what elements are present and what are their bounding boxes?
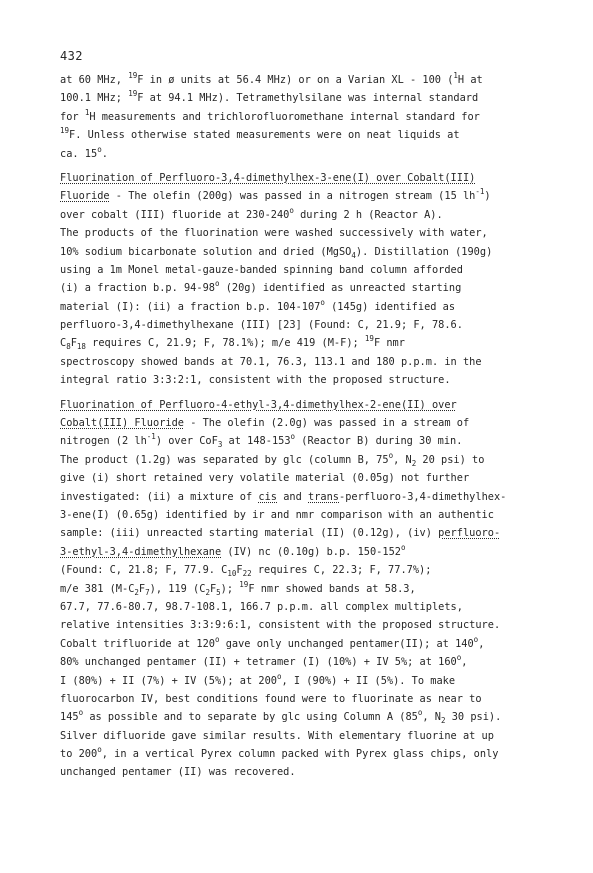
text-run: over cobalt (III) fluoride at 230-240	[60, 208, 290, 221]
text-line	[60, 145, 560, 163]
text-line	[60, 206, 560, 224]
text-line	[60, 316, 560, 334]
text-line	[60, 488, 560, 506]
text-line	[60, 432, 560, 450]
text-run: spectroscopy showed bands at 70.1, 76.3, 113.1 and 180 p.p.m. in the	[60, 355, 482, 368]
text-run: material (I): (ii) a fraction b.p. 104-107	[60, 300, 321, 313]
text-line	[60, 243, 560, 261]
text-run: integral ratio 3:3:2:1, consistent with the proposed structure.	[60, 374, 451, 387]
text-run: gave only unchanged pentamer(II); at 140	[219, 637, 474, 650]
page-number: 432	[60, 49, 83, 63]
text-run: ), 119 (C	[149, 582, 206, 595]
text-run: unchanged pentamer (II) was recovered.	[60, 766, 296, 779]
superscript: o	[214, 634, 220, 644]
subscript: 2	[441, 716, 446, 726]
superscript: o	[78, 708, 84, 718]
subscript: 18	[76, 342, 86, 352]
text-run: ,	[461, 656, 468, 669]
text-line	[60, 298, 560, 316]
text-line	[60, 169, 560, 187]
text-run: 20 psi) to	[416, 453, 485, 466]
superscript: o	[473, 634, 479, 644]
text-run: relative intensities 3:3:9:6:1, consistent with the proposed structure.	[60, 619, 501, 632]
superscript: 19	[239, 579, 249, 589]
text-line	[60, 396, 560, 414]
text-line	[60, 371, 560, 389]
text-run: F nmr showed bands at 58.3,	[248, 582, 416, 595]
text-run: F	[209, 582, 217, 595]
text-run: H at	[457, 74, 483, 86]
superscript: 19	[60, 126, 70, 136]
text-run: as possible and to separate by glc using Column A (85	[83, 711, 418, 724]
superscript: o	[290, 432, 296, 442]
text-line	[60, 598, 560, 616]
text-run: .	[101, 147, 108, 160]
text-run: nitrogen (2 lh	[60, 435, 147, 448]
superscript: o	[400, 542, 406, 552]
text-run: requires C, 22.3; F, 77.7%);	[251, 564, 432, 577]
text-run: 67.7, 77.6-80.7, 98.7-108.1, 166.7 p.p.m. all complex multiplets,	[60, 600, 463, 613]
text-run: (i) a fraction b.p. 94-98	[60, 282, 215, 295]
text-run: using a 1m Monel metal-gauze-banded spinning band column afforded	[60, 263, 463, 276]
paragraph	[60, 169, 560, 390]
superscript: 1	[84, 107, 90, 117]
superscript: o	[276, 671, 282, 681]
superscript: 19	[364, 334, 374, 344]
text-line	[60, 279, 560, 297]
text-run: for	[60, 110, 85, 123]
text-line	[60, 506, 560, 524]
text-run: 145	[60, 711, 79, 724]
text-run: 100.1 MHz;	[60, 92, 129, 105]
text-run: The product (1.2g) was separated by glc (column B, 75	[60, 453, 389, 466]
text-line	[60, 261, 560, 279]
subscript: 22	[242, 569, 252, 579]
underlined-text: cis	[258, 490, 277, 503]
text-line	[60, 653, 560, 671]
text-run: (Found: C, 21.8; F, 77.9. C	[60, 564, 228, 577]
text-run: );	[220, 582, 240, 595]
text-line	[60, 334, 560, 352]
text-run: - The olefin (200g) was passed in a nitrogen stream (15 lh	[109, 190, 476, 203]
text-line	[60, 635, 560, 653]
underlined-text: 3-ethyl-3,4-dimethylhexane	[60, 545, 222, 558]
text-run: and	[277, 490, 308, 503]
text-line	[60, 763, 560, 781]
text-line	[60, 745, 560, 763]
text-line	[60, 71, 560, 89]
text-run: requires C, 21.9; F, 78.1%); m/e 419 (M-F);	[85, 337, 365, 350]
text-run: ). Distillation (190g)	[355, 245, 493, 258]
superscript: o	[97, 144, 102, 154]
superscript: o	[320, 297, 325, 307]
text-run: C	[60, 337, 67, 350]
text-line	[60, 524, 560, 542]
underlined-text: Cobalt(III) Fluoride	[60, 417, 184, 430]
subscript: 7	[145, 587, 150, 597]
subscript: 2	[134, 587, 139, 597]
text-line	[60, 224, 560, 242]
superscript: 19	[128, 89, 138, 99]
text-line	[60, 727, 560, 745]
text-run: (20g) identified as unreacted starting	[219, 282, 462, 295]
text-run: )	[484, 190, 491, 203]
text-run: The products of the fluorination were washed successively with water,	[60, 227, 488, 240]
text-run: give (i) short retained very volatile material (0.05g) not further	[60, 472, 470, 485]
paragraph	[60, 71, 560, 163]
underlined-text: Fluorination of Perfluoro-3,4-dimethylhex-3-ene(I) over Cobalt(III)	[60, 171, 476, 184]
text-run: F at 94.1 MHz). Tetramethylsilane was internal standard	[137, 92, 479, 105]
text-run: 30 psi).	[445, 711, 502, 724]
underlined-text: Fluorination of Perfluoro-4-ethyl-3,4-dimethylhex-2-ene(II) over	[60, 398, 457, 411]
text-line	[60, 561, 560, 579]
text-run: , in a vertical Pyrex column packed with Pyrex glass chips, only	[101, 748, 499, 761]
text-line	[60, 469, 560, 487]
text-line	[60, 414, 560, 432]
text-run: I (80%) + II (7%) + IV (5%); at 200	[60, 674, 277, 687]
text-run: 10% sodium bicarbonate solution and dried (MgSO	[60, 245, 352, 258]
text-run: -perfluoro-3,4-dimethylhex-	[339, 490, 507, 503]
superscript: 19	[128, 71, 138, 80]
text-run: at 60 MHz,	[60, 74, 129, 86]
subscript: 8	[66, 342, 71, 352]
text-run: ca. 15	[60, 147, 98, 160]
text-line	[60, 353, 560, 371]
subscript: 5	[216, 587, 221, 597]
underlined-text: perfluoro-	[438, 527, 501, 540]
text-run: F	[70, 337, 77, 350]
text-line	[60, 108, 560, 126]
text-run: ) over CoF	[155, 435, 218, 448]
underlined-text: Fluoride	[60, 190, 110, 203]
subscript: 4	[351, 250, 356, 260]
article-body	[60, 71, 560, 782]
superscript: -1	[475, 187, 485, 197]
text-run: investigated: (ii) a mixture of	[60, 490, 259, 503]
text-run: (Reactor B) during 30 min.	[295, 435, 463, 448]
text-run: F. Unless otherwise stated measurements were on neat liquids at	[69, 129, 460, 142]
text-run: fluorocarbon IV, best conditions found were to fluorinate as near to	[60, 692, 482, 705]
text-run: ,	[478, 637, 485, 650]
text-run: H measurements and trichlorofluoromethane internal standard for	[89, 110, 480, 123]
text-line	[60, 616, 560, 634]
subscript: 3	[217, 440, 223, 450]
text-line	[60, 187, 560, 205]
text-line	[60, 708, 560, 726]
text-run: during 2 h (Reactor A).	[293, 208, 443, 221]
superscript: o	[456, 653, 462, 663]
superscript: o	[289, 205, 294, 215]
text-run: m/e 381 (M-C	[60, 582, 135, 595]
superscript: o	[214, 279, 220, 289]
superscript: o	[97, 745, 102, 755]
text-run: Cobalt trifluoride at 120	[60, 637, 215, 650]
superscript: 1	[453, 71, 458, 80]
text-run: , N	[393, 453, 412, 466]
text-run: perfluoro-3,4-dimethylhexane (III) [23] (Found: C, 21.9; F, 78.6.	[60, 319, 463, 332]
text-line	[60, 580, 560, 598]
superscript: o	[388, 450, 394, 460]
text-run: at 148-153	[222, 435, 291, 448]
text-run: F nmr	[373, 337, 405, 350]
text-run: (145g) identified as	[324, 300, 456, 313]
text-run: to 200	[60, 748, 98, 761]
text-run: 80% unchanged pentamer (II) + tetramer (I) (10%) + IV 5%; at 160	[60, 656, 457, 669]
text-run: , I (90%) + II (5%). To make	[281, 674, 456, 687]
superscript: o	[417, 708, 423, 718]
text-run: Silver difluoride gave similar results. With elementary fluorine at up	[60, 729, 494, 742]
text-line	[60, 451, 560, 469]
text-line	[60, 89, 560, 107]
text-run: sample: (iii) unreacted starting material (II) (0.12g), (iv)	[60, 527, 439, 540]
text-run: F in ø units at 56.4 MHz) or on a Varian XL - 100 (	[137, 74, 454, 86]
text-line	[60, 543, 560, 561]
subscript: 2	[205, 587, 210, 597]
text-run: (IV) nc (0.10g) b.p. 150-152	[221, 545, 401, 558]
superscript: -1	[146, 432, 156, 442]
paragraph	[60, 396, 560, 782]
text-run: 3-ene(I) (0.65g) identified by ir and nmr comparison with an authentic	[60, 508, 494, 521]
text-run: - The olefin (2.0g) was passed in a stream of	[184, 417, 470, 430]
subscript: 10	[227, 569, 237, 579]
text-run: F	[138, 582, 146, 595]
text-run: F	[236, 564, 243, 577]
text-run: , N	[422, 711, 442, 724]
text-line	[60, 690, 560, 708]
underlined-text: trans	[308, 490, 339, 503]
subscript: 2	[411, 458, 417, 468]
text-line	[60, 672, 560, 690]
text-line	[60, 126, 560, 144]
